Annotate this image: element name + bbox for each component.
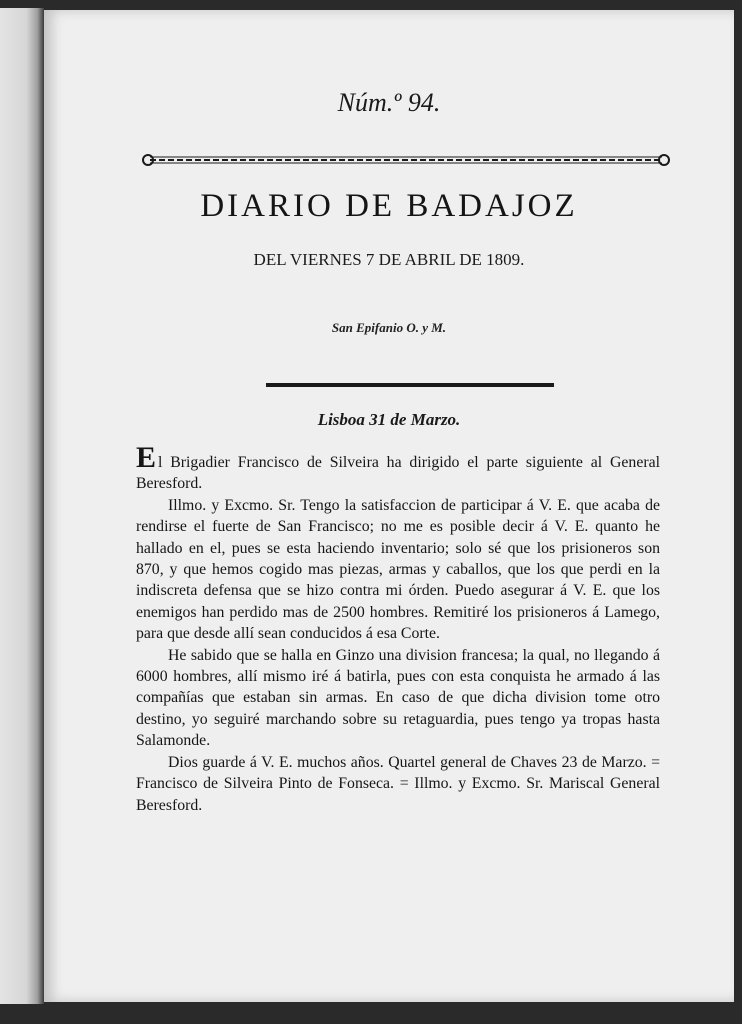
article-body — [136, 441, 660, 816]
section-divider — [266, 383, 554, 387]
paragraph-text: l Brigadier Francisco de Silveira ha dirigido el parte siguiente al General Beresford. — [136, 454, 660, 493]
article-paragraph: Dios guarde á V. E. muchos años. Quartel general de Chaves 23 de Marzo. = Francisco de Silveira Pinto de Fonseca. = Illmo. y Excmo. Sr. Mariscal General Beresford. — [136, 753, 660, 814]
newspaper-title: DIARIO DE BADAJOZ — [200, 188, 578, 224]
saint-of-the-day: San Epifanio O. y M. — [331, 320, 447, 335]
book-spine-gutter — [0, 8, 44, 1004]
newspaper-page — [44, 10, 734, 1002]
drop-cap: E — [136, 441, 157, 474]
issue-dateline: DEL VIERNES 7 DE ABRIL DE 1809. — [253, 250, 525, 269]
ornamental-rule — [142, 153, 670, 167]
issue-number: Núm.º 94. — [337, 88, 441, 117]
article-place-date: Lisboa 31 de Marzo. — [317, 410, 461, 429]
article-paragraph: Illmo. y Excmo. Sr. Tengo la satisfaccion de participar á V. E. que acaba de rendirse el fuerte de San Francisco; no me es posible decir á V. E. quanto he hallado en el, pues se esta haciendo inventario; solo sé que los prisioneros son 870, y que hemos cogido mas piezas, armas y caballos, que los que perdi en la indiscreta defensa que se hizo contra mi órden. Puedo asegurar á V. E. que los enemigos han perdido mas de 2500 hombres. Remitiré los prisioneros á Lamego, para que desde allí sean conducidos á esa Corte. — [136, 496, 660, 643]
article-paragraph — [136, 441, 660, 495]
article-paragraph: He sabido que se halla en Ginzo una division francesa; la qual, no llegando á 6000 hombres, allí mismo iré á batirla, pues con esta conquista he armado á las compañías que estaban sin armas. En caso de que dicha division tome otro destino, yo seguiré marchando sobre su retaguardia, pues tengo ya tropas hasta Salamonde. — [136, 646, 660, 750]
